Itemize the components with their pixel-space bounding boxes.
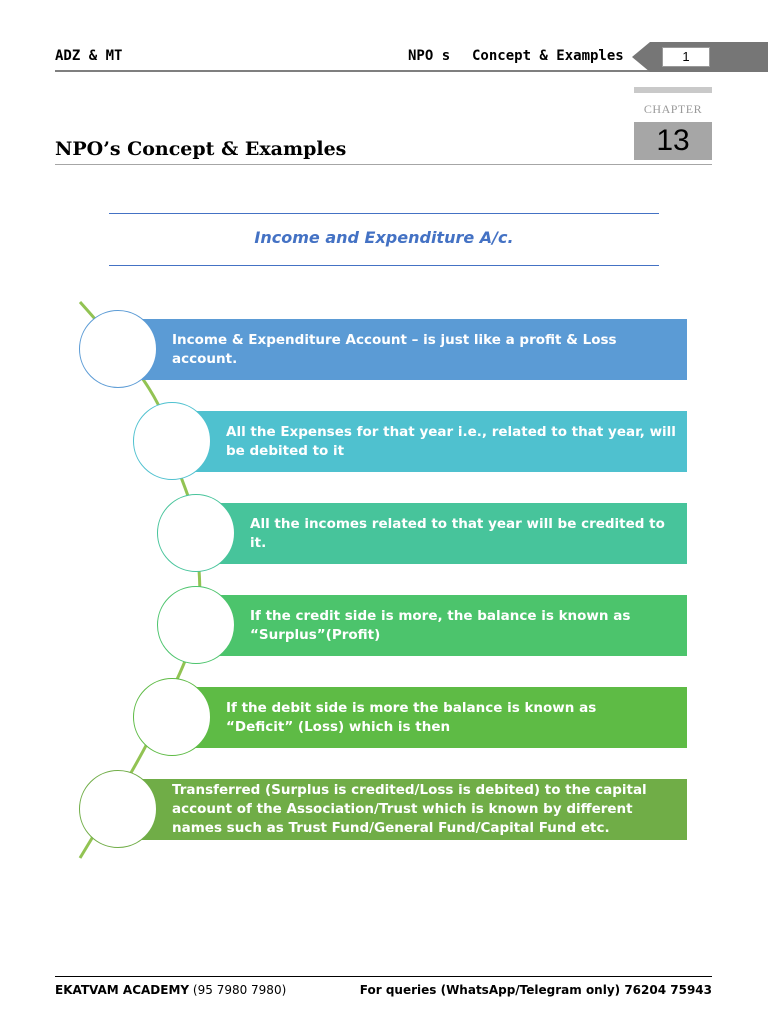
step-circle-4 [157, 586, 235, 664]
step-bar-3 [196, 503, 687, 564]
footer-academy [55, 983, 286, 997]
step-bar-6 [118, 779, 687, 840]
step-bar-1 [118, 319, 687, 380]
page-number: 1 [662, 47, 710, 67]
header-left-text: ADZ & MT [55, 48, 123, 64]
step-text-1: Income & Expenditure Account – is just like a profit & Loss account. [172, 331, 617, 367]
header-topic: Concept & Examples [472, 48, 624, 64]
step-text-6: Transferred (Surplus is credited/Loss is debited) to the capital account of the Association/Trust which is known by different names such as Trust Fund/General Fund/Capital Fund etc. [172, 782, 647, 836]
header-topic-short: NPO s [408, 48, 451, 64]
footer-queries: For queries (WhatsApp/Telegram only) 76204 75943 [359, 983, 712, 997]
section-subtitle: Income and Expenditure A/c. [254, 228, 514, 247]
step-bar-2 [172, 411, 687, 472]
footer-academy-phone: (95 7980 7980) [192, 983, 287, 997]
footer-academy-name: EKATVAM ACADEMY [55, 983, 190, 997]
step-circle-3 [157, 494, 235, 572]
step-circle-2 [133, 402, 211, 480]
step-bar-4 [196, 595, 687, 656]
step-text-3: All the incomes related to that year will be credited to it. [250, 515, 665, 551]
step-bar-5 [172, 687, 687, 748]
chapter-number: 13 [634, 122, 712, 160]
step-text-4: If the credit side is more, the balance is known as “Surplus”(Profit) [250, 607, 631, 643]
step-circle-5 [133, 678, 211, 756]
footer-rule [55, 976, 712, 977]
step-circle-6 [79, 770, 157, 848]
step-text-2: All the Expenses for that year i.e., related to that year, will be debited to it [226, 423, 676, 459]
page-title: NPO’s Concept & Examples [55, 138, 347, 160]
step-circle-1 [79, 310, 157, 388]
chapter-label: CHAPTER [643, 102, 703, 116]
step-text-5: If the debit side is more the balance is known as “Deficit” (Loss) which is then [226, 699, 597, 735]
